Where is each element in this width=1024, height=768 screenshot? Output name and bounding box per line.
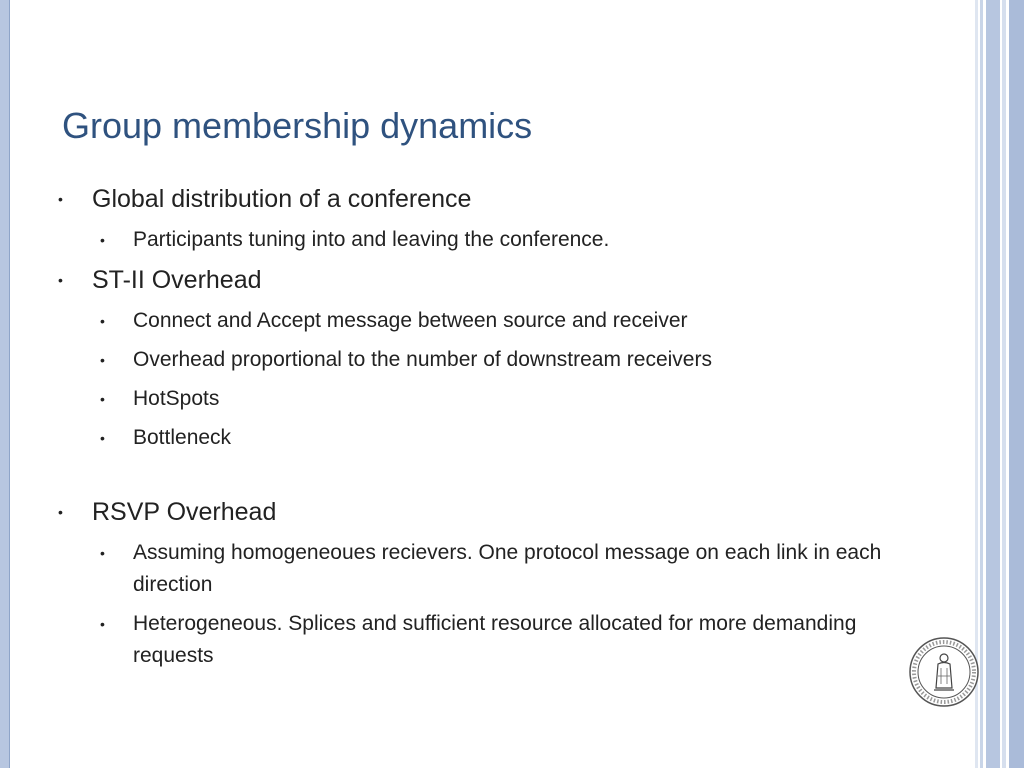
bullet-text: Connect and Accept message between source and receiver	[133, 309, 688, 332]
bullet-text: Assuming homogeneoues recievers. One protocol message on each link in each direction	[133, 541, 882, 596]
bullet-dot: •	[100, 616, 105, 632]
bullet-dot: •	[100, 545, 105, 561]
sub-bullet-item	[58, 608, 888, 672]
sub-bullet-item	[58, 305, 888, 337]
sub-bullet-item	[58, 537, 888, 601]
bullet-item	[58, 182, 888, 216]
university-seal-icon	[908, 636, 980, 708]
sub-bullet-item	[58, 422, 888, 454]
spacer	[58, 461, 888, 495]
bullet-text: Global distribution of a conference	[92, 185, 472, 213]
bullet-text: RSVP Overhead	[92, 498, 277, 526]
bullet-dot: •	[100, 313, 105, 329]
left-decorative-rule	[0, 0, 9, 768]
bullet-dot: •	[100, 232, 105, 248]
bullet-dot: •	[58, 272, 63, 288]
bullet-text: ST-II Overhead	[92, 266, 262, 294]
sub-bullet-item	[58, 224, 888, 256]
bullet-item	[58, 495, 888, 529]
bullet-text: Bottleneck	[133, 426, 232, 449]
bullet-text: Overhead proportional to the number of downstream receivers	[133, 348, 712, 371]
bullet-dot: •	[100, 391, 105, 407]
bullet-text: Participants tuning into and leaving the conference.	[133, 228, 610, 251]
bullet-dot: •	[58, 191, 63, 207]
bullet-text: HotSpots	[133, 387, 220, 410]
bullet-dot: •	[100, 352, 105, 368]
right-decorative-rules	[975, 0, 1024, 768]
bullet-item	[58, 263, 888, 297]
sub-bullet-item	[58, 383, 888, 415]
bullet-dot: •	[100, 430, 105, 446]
sub-bullet-item	[58, 344, 888, 376]
slide-title: Group membership dynamics	[62, 105, 533, 146]
bullet-text: Heterogeneous. Splices and sufficient resource allocated for more demanding requests	[133, 612, 857, 667]
bullet-list	[58, 182, 888, 679]
bullet-dot: •	[58, 504, 63, 520]
